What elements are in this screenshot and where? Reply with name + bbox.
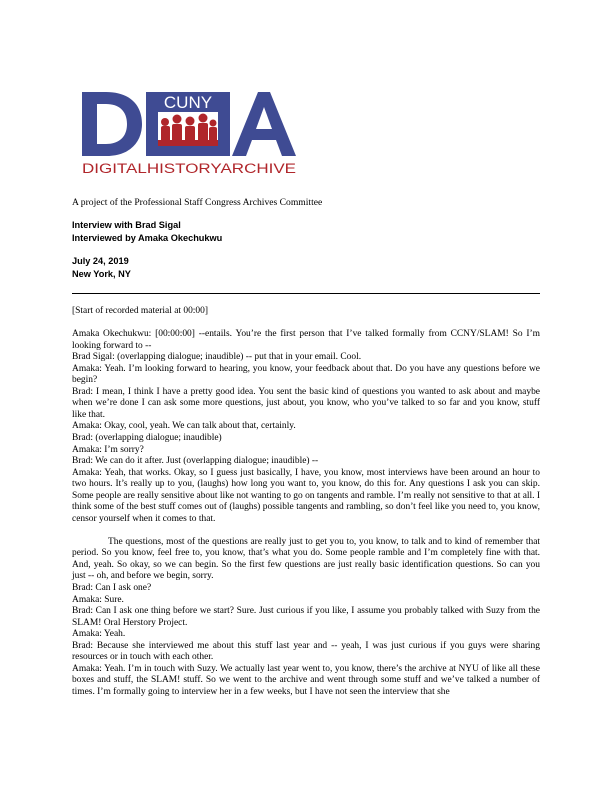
logo-letter-d [82, 92, 142, 156]
transcript-start-marker: [Start of recorded material at 00:00] [72, 306, 209, 316]
transcript-paragraph: Brad: Can I ask one thing before we start? Sure. Just curious if you like, I assume you probably talked with Suzy from the SLAM! Oral Herstory Project. [72, 606, 540, 628]
transcript-paragraph: Amaka: Yeah. I’m in touch with Suzy. We actually last year went to, you know, there’s the archive at NYU of like all these boxes and stuff, the SLAM! stuff. So we went to the archive and went through some stuff and we’ve talked a number of times. I’m formally going to interview her in a few weeks, but I have not seen the interview that she [72, 663, 540, 697]
logo-h-left-bar [146, 92, 158, 156]
transcript-paragraph: Brad: Can I ask one? [72, 583, 152, 594]
header-divider [72, 293, 540, 294]
logo-tagline: DIGITALHISTORYARCHIVE [82, 161, 296, 177]
interview-location: New York, NY [72, 269, 131, 279]
transcript-paragraph: Amaka: Yeah, that works. Okay, so I guess just basically, I have, you know, most interviews have been around an hour to two hours. It’s really up to you, (laughs) how long you want to, you know, do this for. Any questions I ask you can skip. Some people are really sensitive about like not wanting to go on tangents and ramble. I’m really not sensitive to that at all. I think some of the best stuff comes out of (laughs) possible tangents and rambling, so don’t feel like you need to, you know, censor yourself when it comes to that. [72, 467, 540, 524]
transcript-paragraph: Amaka Okechukwu: [00:00:00] --entails. You’re the first person that I’ve talked formally from CCNY/SLAM! So I’m looking forward to -- [72, 329, 540, 351]
transcript-paragraph: Brad: Because she interviewed me about this stuff last year and -- yeah, I was just curious if you guys were sharing resources or in touch with each other. [72, 640, 540, 663]
transcript-paragraph: Brad: I mean, I think I have a pretty good idea. You sent the basic kind of questions you wanted to ask about and maybe when we’re done I can ask some more questions, just about, you know, who you’ve talked to so far and you know, stuff like that. [72, 386, 540, 420]
project-line: A project of the Professional Staff Congress Archives Committee [72, 197, 323, 208]
transcript-paragraph: Brad Sigal: (overlapping dialogue; inaudible) -- put that in your email. Cool. [72, 352, 362, 363]
dha-logo [80, 82, 300, 178]
logo-h-right-bar [218, 92, 230, 156]
interviewed-by: Interviewed by Amaka Okechukwu [72, 233, 223, 243]
transcript-paragraph: Amaka: I’m sorry? [72, 444, 144, 455]
interview-with: Interview with Brad Sigal [72, 220, 181, 230]
transcript-paragraph: Amaka: Sure. [72, 594, 124, 605]
interview-date: July 24, 2019 [72, 256, 129, 266]
transcript-body [72, 306, 540, 699]
transcript-paragraph: Amaka: Yeah. I’m looking forward to hearing, you know, your feedback about that. Do you have any questions before we begin? [72, 363, 540, 386]
logo-crowd-icon [158, 114, 218, 147]
transcript-paragraph: Amaka: Okay, cool, yeah. We can talk about that, certainly. [72, 421, 296, 432]
logo-letter-a [232, 92, 296, 156]
transcript-paragraph: Brad: We can do it after. Just (overlapping dialogue; inaudible) -- [72, 456, 319, 467]
transcript-paragraph: Amaka: Yeah. [72, 629, 126, 640]
transcript-paragraph: The questions, most of the questions are really just to get you to, you know, to talk and to kind of remember that period. So you know, feel free to, you know, that’s what you do. Some people ramble and I’m completely fine with that. And, yeah. So okay, so we can begin. So the first few questions are just really basic identification questions. So can you just -- oh, and before we begin, sorry. [72, 536, 540, 582]
transcript-paragraph: Brad: (overlapping dialogue; inaudible) [72, 432, 222, 443]
logo-cuny-text: CUNY [163, 93, 213, 112]
